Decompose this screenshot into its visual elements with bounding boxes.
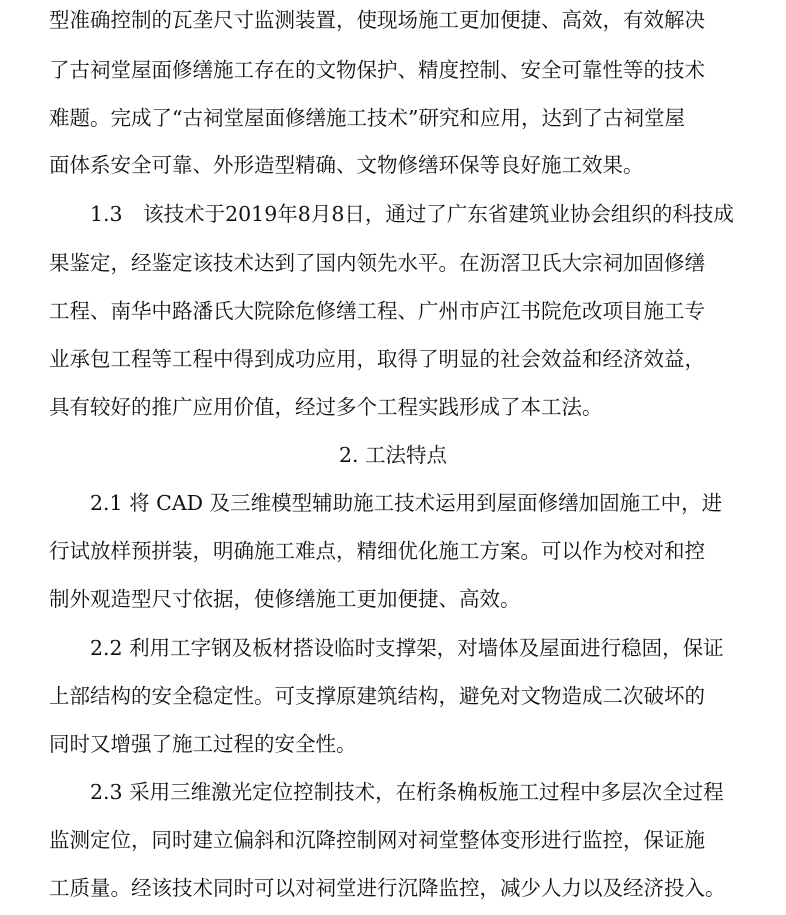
paragraph-line: 了古祠堂屋面修缮施工存在的文物保护、精度控制、安全可靠性等的技术 (49, 58, 705, 82)
paragraph-line: 2.2 利用工字钢及板材搭设临时支撑架，对墙体及屋面进行稳固，保证 (49, 636, 724, 660)
paragraph-line: 难题。完成了“古祠堂屋面修缮施工技术”研究和应用，达到了古祠堂屋 (49, 106, 685, 130)
paragraph-line: 具有较好的推广应用价值，经过多个工程实践形成了本工法。 (49, 395, 603, 419)
paragraph-line: 2.1 将 CAD 及三维模型辅助施工技术运用到屋面修缮加固施工中，进 (49, 491, 723, 515)
paragraph-line: 业承包工程等工程中得到成功应用，取得了明显的社会效益和经济效益， (49, 347, 705, 371)
paragraph-line: 面体系安全可靠、外形造型精确、文物修缮环保等良好施工效果。 (49, 153, 644, 177)
paragraph-line: 同时又增强了施工过程的安全性。 (49, 732, 357, 756)
paragraph-line: 果鉴定，经鉴定该技术达到了国内领先水平。在沥滘卫氏大宗祠加固修缮 (49, 251, 705, 275)
paragraph-line: 制外观造型尺寸依据，使修缮施工更加便捷、高效。 (49, 587, 521, 611)
section-heading: 2. 工法特点 (338, 443, 448, 467)
paragraph-line: 上部结构的安全稳定性。可支撑原建筑结构，避免对文物造成二次破坏的 (49, 684, 705, 708)
paragraph-line: 型准确控制的瓦垄尺寸监测装置，使现场施工更加便捷、高效，有效解决 (49, 8, 705, 32)
paragraph-line: 监测定位，同时建立偏斜和沉降控制网对祠堂整体变形进行监控，保证施 (49, 828, 705, 852)
paragraph-line: 1.3 该技术于2019年8月8日，通过了广东省建筑业协会组织的科技成 (49, 202, 734, 226)
paragraph-line: 行试放样预拼装，明确施工难点，精细优化施工方案。可以作为校对和控 (49, 539, 705, 563)
paragraph-line: 2.3 采用三维激光定位控制技术，在桁条桷板施工过程中多层次全过程 (49, 780, 724, 804)
paragraph-line: 工程、南华中路潘氏大院除危修缮工程、广州市庐江书院危改项目施工专 (49, 299, 705, 323)
paragraph-line: 工质量。经该技术同时可以对祠堂进行沉降监控，减少人力以及经济投入。 (49, 876, 726, 900)
